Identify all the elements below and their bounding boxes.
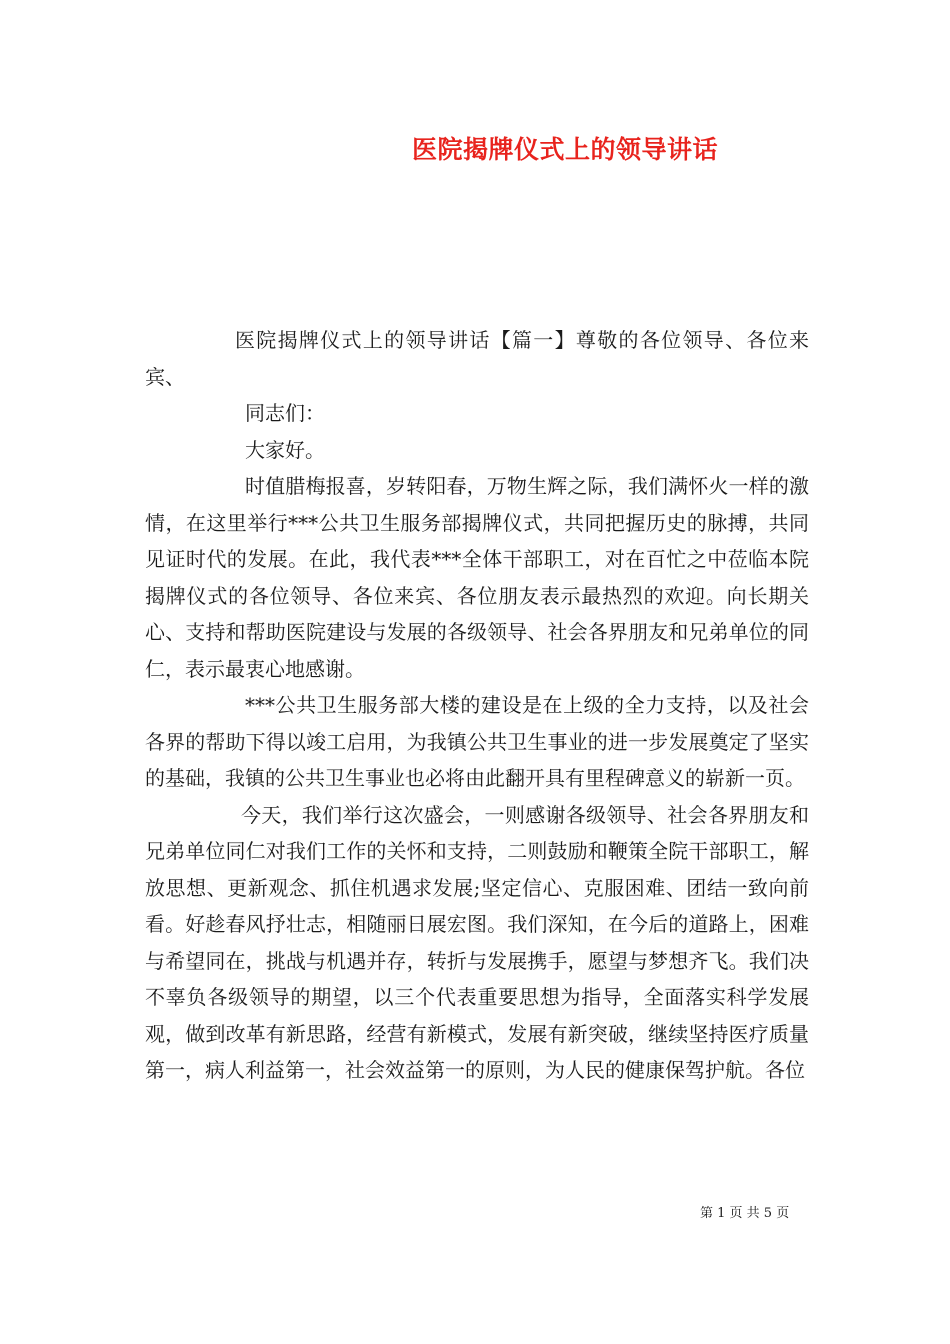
page-number-footer: 第 1 页 共 5 页 bbox=[700, 1206, 790, 1221]
intro-paragraph: 医院揭牌仪式上的领导讲话【篇一】尊敬的各位领导、各位来宾、 bbox=[145, 328, 809, 389]
body-paragraph-2: ***公共卫生服务部大楼的建设是在上级的全力支持，以及社会各界的帮助下得以竣工启用，为我镇公共卫生事业的进一步发展奠定了坚实的基础，我镇的公共卫生事业也必将由此翻开具有里程碑意义的崭新一页。 bbox=[145, 693, 809, 790]
body-paragraph-1: 时值腊梅报喜，岁转阳春，万物生辉之际，我们满怀火一样的激情，在这里举行***公共卫生服务部揭牌仪式，共同把握历史的脉搏，共同见证时代的发展。在此，我代表***全体干部职工，对在百忙之中莅临本院揭牌仪式的各位领导、各位来宾、各位朋友表示最热烈的欢迎。向长期关心、支持和帮助医院建设与发展的各级领导、社会各界朋友和兄弟单位的同仁，表示最衷心地感谢。 bbox=[145, 474, 809, 681]
greeting-line: 大家好。 bbox=[245, 437, 325, 462]
document-title: 医院揭牌仪式上的领导讲话 bbox=[411, 135, 718, 164]
document-body bbox=[145, 322, 809, 1089]
salutation-line: 同志们： bbox=[245, 401, 325, 425]
body-paragraph-3: 今天，我们举行这次盛会，一则感谢各级领导、社会各界朋友和兄弟单位同仁对我们工作的关怀和支持，二则鼓励和鞭策全院干部职工，解放思想、更新观念、抓住机遇求发展;坚定信心、克服困难、团结一致向前看。好趁春风抒壮志，相随丽日展宏图。我们深知，在今后的道路上，困难与希望同在，挑战与机遇并存，转折与发展携手，愿望与梦想齐飞。我们决不辜负各级领导的期望，以三个代表重要思想为指导，全面落实科学发展观，做到改革有新思路，经营有新模式，发展有新突破，继续坚持医疗质量第一，病人利益第一，社会效益第一的原则，为人民的健康保驾护航。各位 bbox=[145, 802, 809, 1082]
